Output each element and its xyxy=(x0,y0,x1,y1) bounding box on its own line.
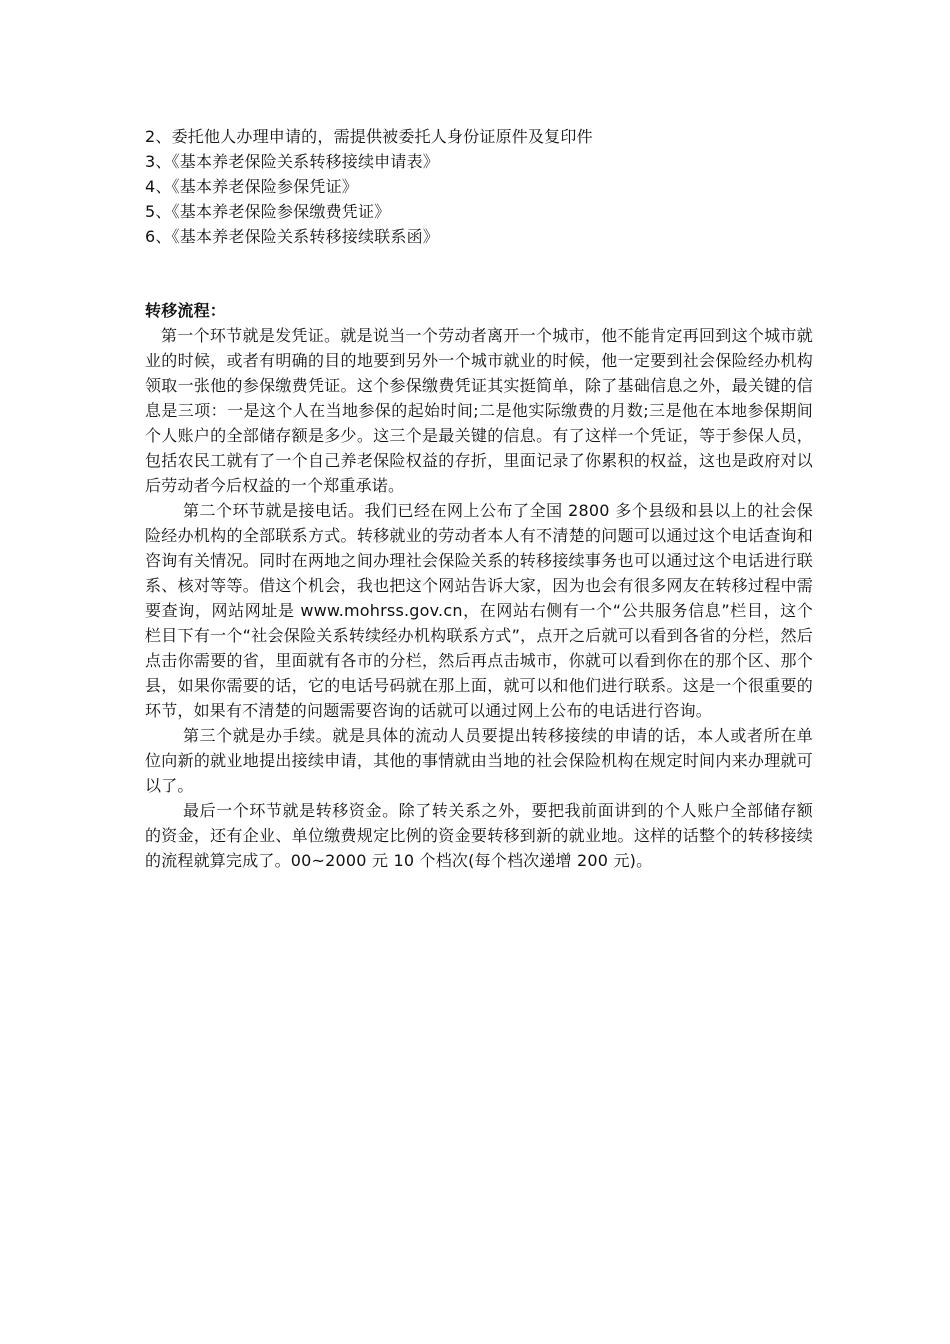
paragraph-step-1: 第一个环节就是发凭证。就是说当一个劳动者离开一个城市，他不能肯定再回到这个城市就业的时候，或者有明确的目的地要到另外一个城市就业的时候，他一定要到社会保险经办机构领取一张他的参保缴费凭证。这个参保缴费凭证其实挺简单，除了基础信息之外，最关键的信息是三项：一是这个人在当地参保的起始时间;二是他实际缴费的月数;三是他在本地参保期间个人账户的全部储存额是多少。这三个是最关键的信息。有了这样一个凭证，等于参保人员，包括农民工就有了一个自己养老保险权益的存折，里面记录了你累积的权益，这也是政府对以后劳动者今后权益的一个郑重承诺。 xyxy=(145,326,813,495)
list-item: 5、《基本养老保险参保缴费凭证》 xyxy=(145,202,391,221)
list-item: 3、《基本养老保险关系转移接续申请表》 xyxy=(145,152,439,171)
paragraph-step-2: 第二个环节就是接电话。我们已经在网上公布了全国 2800 多个县级和县以上的社会保险经办机构的全部联系方式。转移就业的劳动者本人有不清楚的问题可以通过这个电话查询和咨询有关情况。同时在两地之间办理社会保险关系的转移接续事务也可以通过这个电话进行联系、核对等等。借这个机会，我也把这个网站告诉大家，因为也会有很多网友在转移过程中需要查询，网站网址是 www.mohrss.gov.cn，在网站右侧有一个“公共服务信息”栏目，这个栏目下有一个“社会保险关系转续经办机构联系方式”，点开之后就可以看到各省的分栏，然后点击你需要的省，里面就有各市的分栏，然后再点击城市，你就可以看到你在的那个区、那个县，如果你需要的话，它的电话号码就在那上面，就可以和他们进行联系。这是一个很重要的环节，如果有不清楚的问题需要咨询的话就可以通过网上公布的电话进行咨询。 xyxy=(145,501,813,720)
document-body xyxy=(145,124,813,873)
list-item: 4、《基本养老保险参保凭证》 xyxy=(145,177,358,196)
paragraph-step-3: 第三个就是办手续。就是具体的流动人员要提出转移接续的申请的话，本人或者所在单位向新的就业地提出接续申请，其他的事情就由当地的社会保险机构在规定时间内来办理就可以了。 xyxy=(145,726,813,795)
list-item: 2、委托他人办理申请的，需提供被委托人身份证原件及复印件 xyxy=(145,127,593,146)
paragraph-step-4: 最后一个环节就是转移资金。除了转关系之外，要把我前面讲到的个人账户全部储存额的资金，还有企业、单位缴费规定比例的资金要转移到新的就业地。这样的话整个的转移接续的流程就算完成了。00~2000 元 10 个档次(每个档次递增 200 元)。 xyxy=(145,801,813,870)
required-materials-list xyxy=(145,124,813,249)
list-item: 6、《基本养老保险关系转移接续联系函》 xyxy=(145,227,439,246)
section-spacer xyxy=(145,249,813,298)
section-heading: 转移流程： xyxy=(145,301,227,320)
